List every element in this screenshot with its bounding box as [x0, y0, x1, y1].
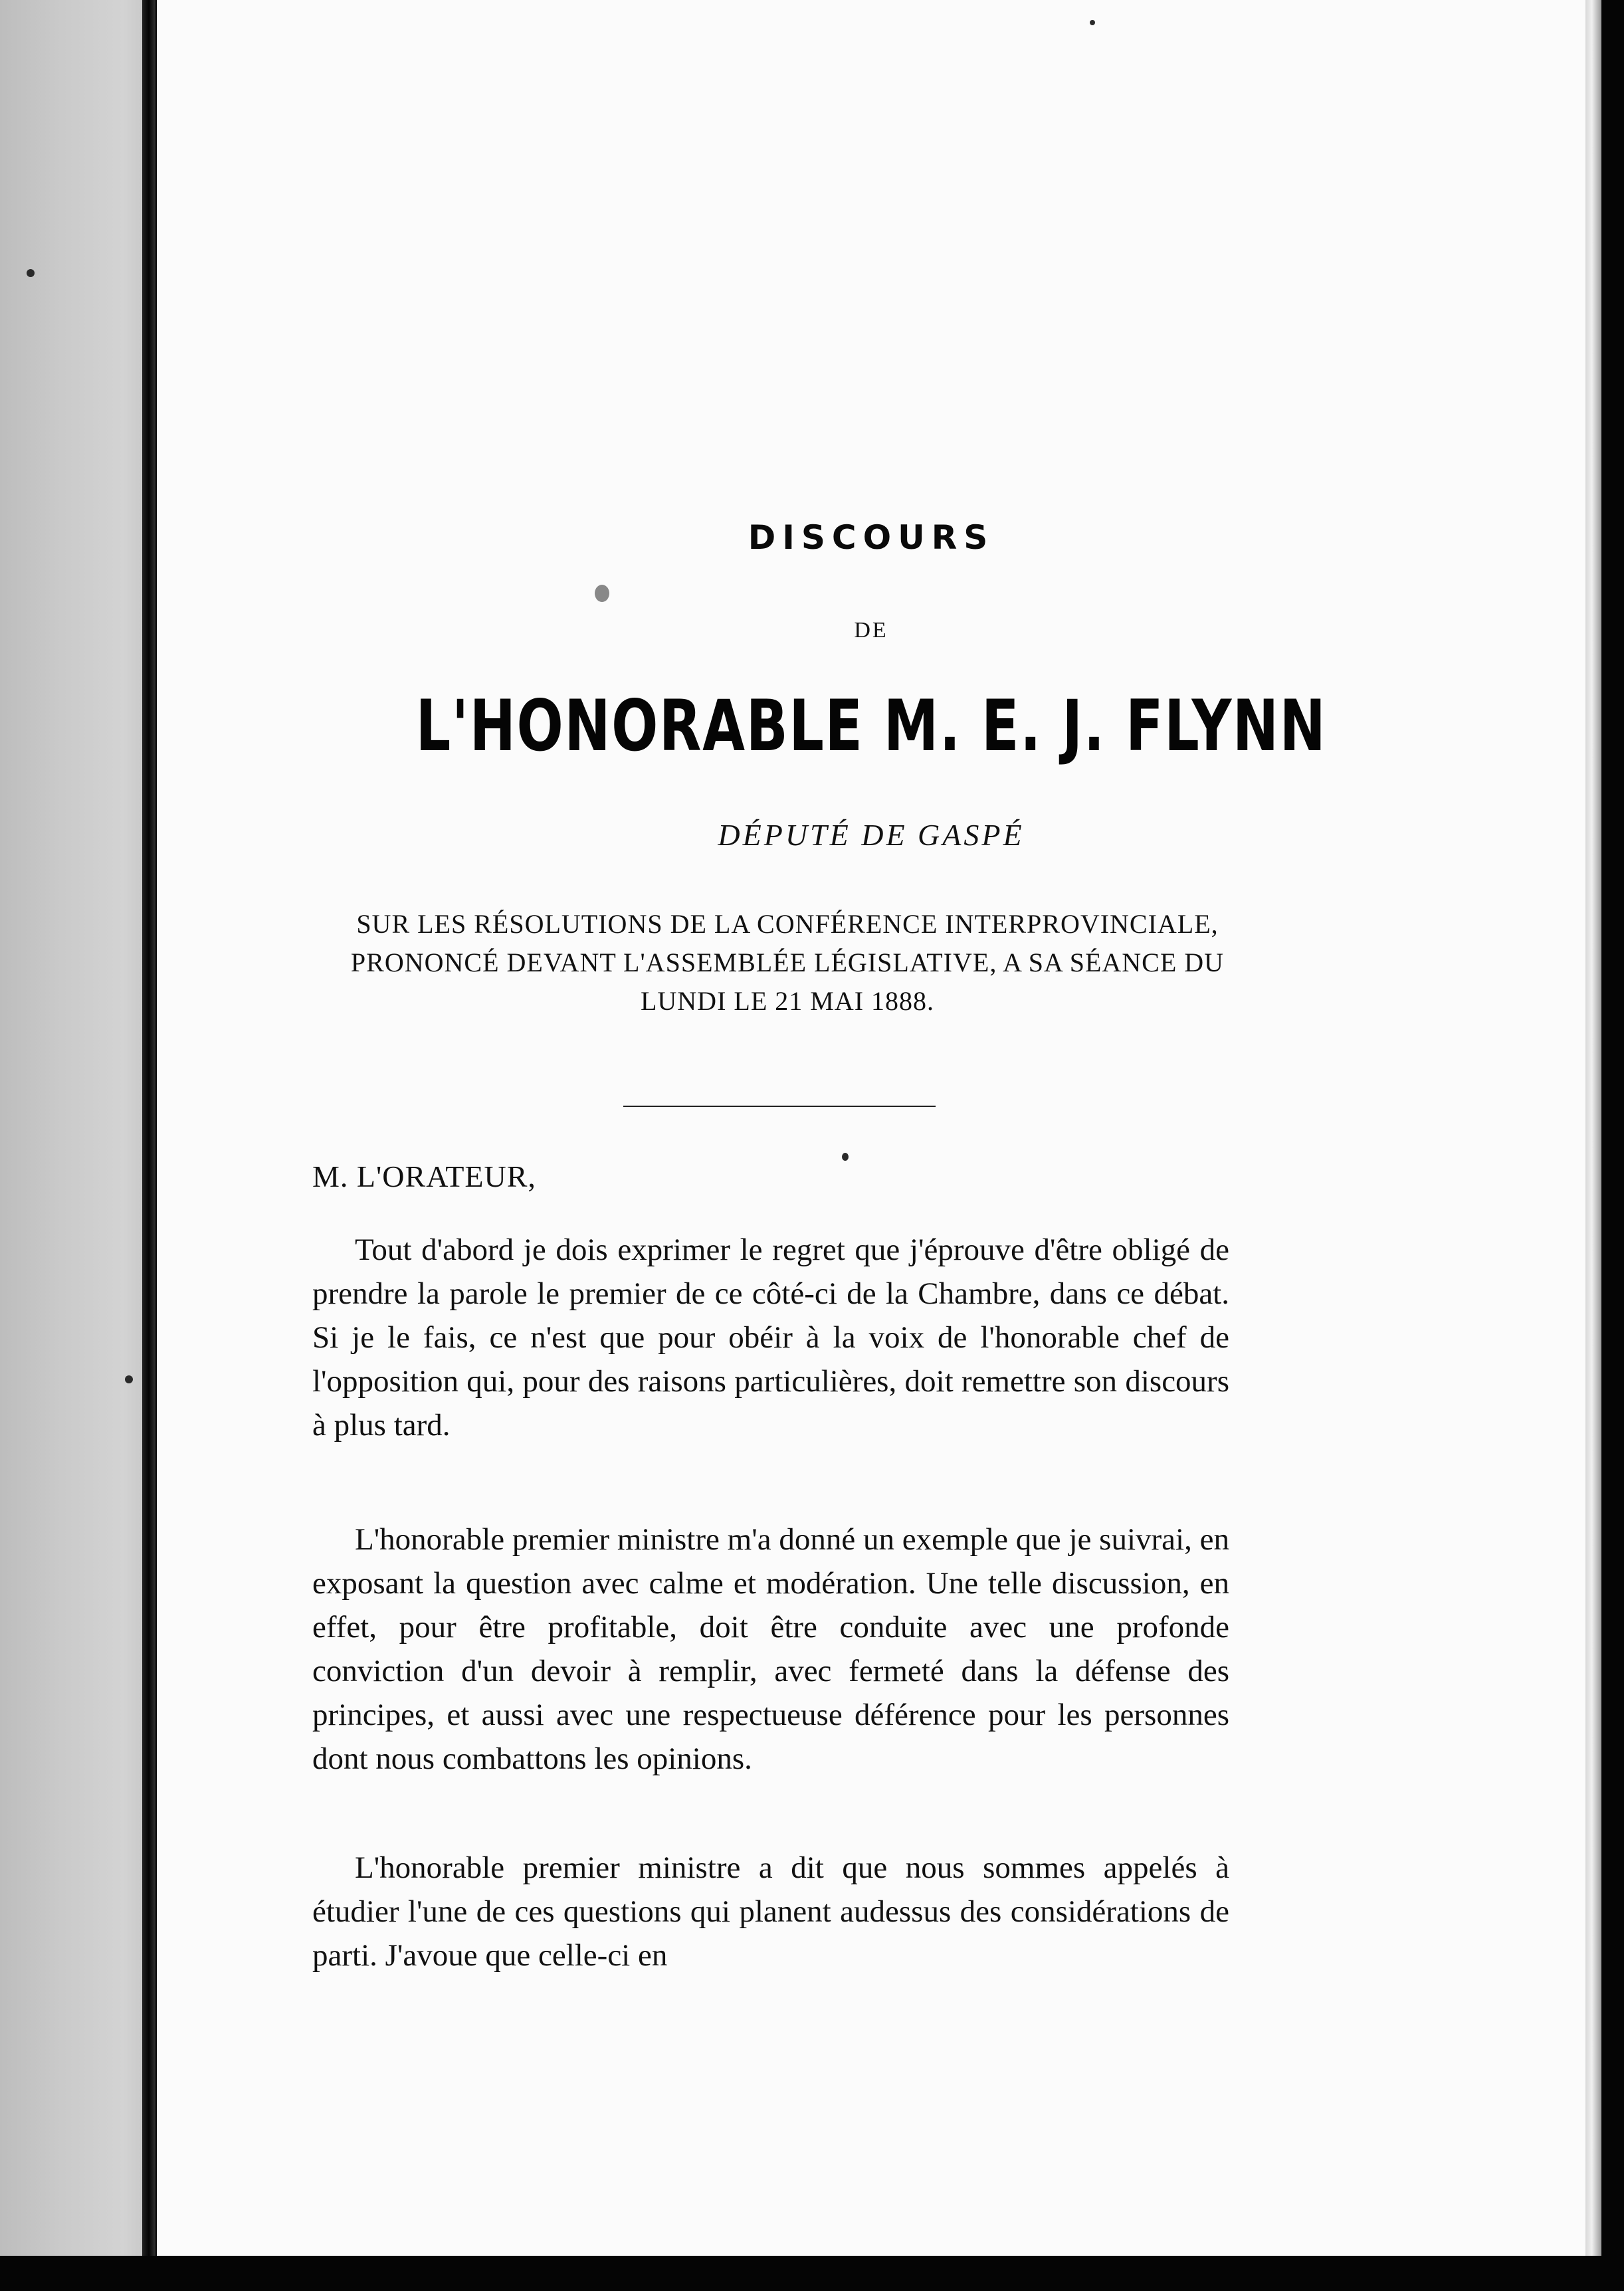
body-paragraph: Tout d'abord je dois exprimer le regret que j'éprouve d'être obligé de prendre la parole le premier de ce côté-ci de la Chambre, dans ce débat. Si je le fais, ce n'est que pour obéir à la voix de l'honorable chef de l'opposition qui, pour des raisons particulières, doit remettre son discours à plus tard. — [312, 1233, 1229, 1443]
scan-speck — [595, 585, 609, 602]
speaker-role: DÉPUTÉ DE GASPÉ — [718, 818, 1025, 852]
scan-speck — [125, 1375, 133, 1383]
document-subtitle: SUR LES RÉSOLUTIONS DE LA CONFÉRENCE INTERPROVINCIALE, PRONONCÉ DEVANT L'ASSEMBLÉE LÉGISLATIVE, A SA SÉANCE DU LUNDI LE 21 MAI 1888. — [350, 909, 1225, 1016]
bottom-scan-border — [0, 2256, 1624, 2291]
section-divider — [623, 1106, 936, 1107]
scan-speck — [1090, 20, 1095, 25]
document-title: DISCOURS — [748, 518, 995, 557]
binding-shadow — [142, 0, 155, 2256]
body-paragraph: L'honorable premier ministre m'a donné un exemple que je suivrai, en exposant la question avec calme et modération. Une telle discussion, en effet, pour être profitable, doit être conduite avec une profonde conviction d'un devoir à remplir, avec fermeté dans la défense des principes, et aussi avec une respectueuse déférence pour les personnes dont nous combattons les opinions. — [312, 1522, 1229, 1776]
salutation — [312, 1159, 536, 1194]
salutation-text: L'ORATEUR, — [356, 1159, 536, 1193]
body-paragraph: L'honorable premier ministre a dit que nous sommes appelés à étudier l'une de ces questions qui planent audessus des considérations de parti. J'avoue que celle-ci en — [312, 1850, 1229, 1973]
scan-speck — [842, 1153, 849, 1161]
salutation-prefix: M. — [312, 1159, 357, 1193]
right-page-edge — [1585, 0, 1601, 2256]
speaker-name: L'HONORABLE M. E. J. FLYNN — [415, 685, 1327, 767]
title-preposition: DE — [854, 618, 888, 643]
left-page-edge — [0, 0, 154, 2256]
scan-speck — [27, 269, 35, 277]
